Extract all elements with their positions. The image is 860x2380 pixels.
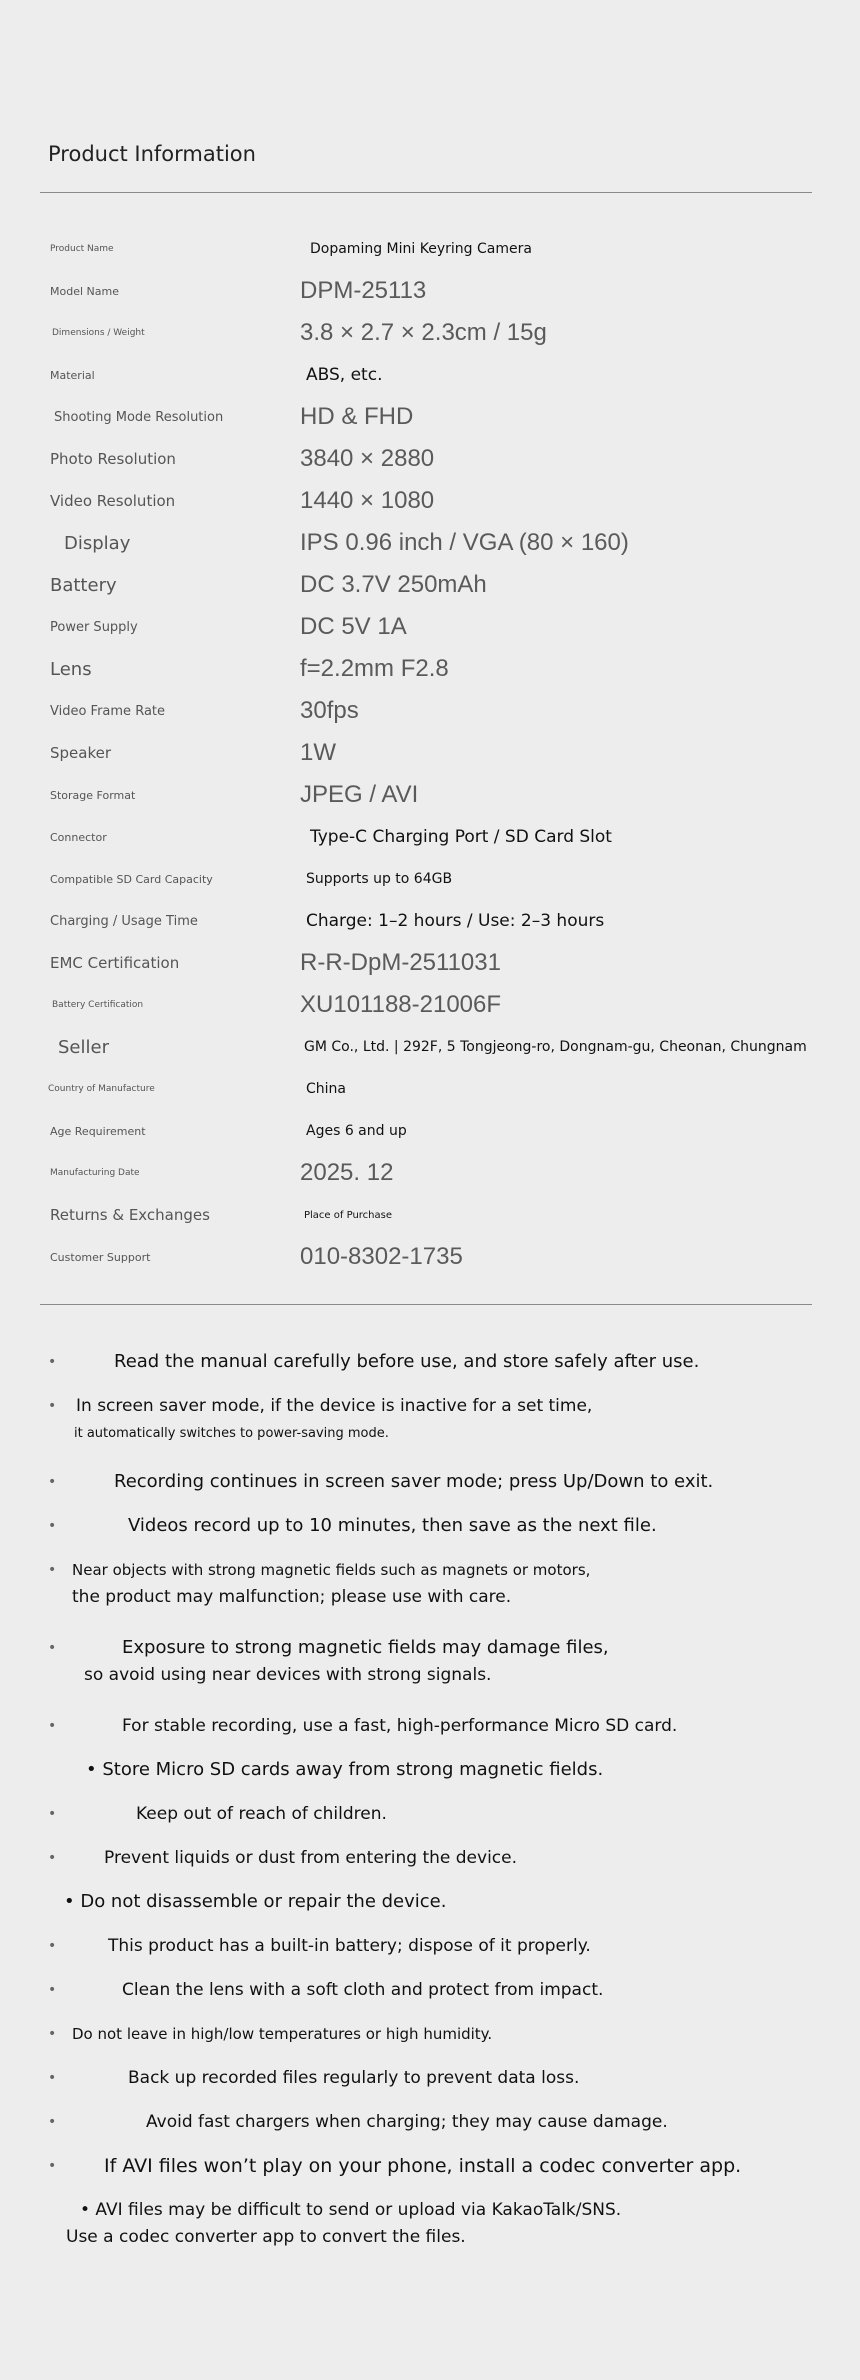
caution-note: [0, 1340, 860, 1384]
spec-value: JPEG / AVI: [300, 781, 419, 808]
note-text: Keep out of reach of children.: [136, 1804, 387, 1824]
spec-value: GM Co., Ltd. | 292F, 5 Tongjeong-ro, Dongnam-gu, Cheonan, Chungnam: [304, 1039, 807, 1055]
spec-row: [0, 1194, 860, 1236]
note-text: This product has a built-in battery; dispose of it properly.: [108, 1936, 591, 1956]
bullet-icon: •: [48, 1718, 57, 1734]
spec-value: DPM-25113: [300, 277, 427, 304]
page-title: Product Information: [48, 142, 256, 166]
bullet-icon: •: [48, 1850, 57, 1866]
spec-label: Age Requirement: [50, 1124, 146, 1138]
spec-row: [0, 438, 860, 480]
bullet-icon: •: [48, 2114, 57, 2130]
caution-note: [0, 2188, 860, 2266]
caution-note: [0, 1504, 860, 1548]
top-divider: [40, 192, 812, 193]
bullet-icon: •: [48, 1562, 57, 1578]
spec-row: [0, 396, 860, 438]
spec-row: [0, 1026, 860, 1068]
bullet-icon: •: [48, 1354, 57, 1370]
spec-value: f=2.2mm F2.8: [300, 655, 449, 682]
spec-value: XU101188-21006F: [300, 991, 502, 1018]
bullet-icon: •: [48, 2070, 57, 2086]
note-text: • Do not disassemble or repair the device.: [64, 1891, 447, 1912]
note-text: Read the manual carefully before use, and store safely after use.: [114, 1351, 700, 1372]
note-text: For stable recording, use a fast, high-performance Micro SD card.: [122, 1716, 678, 1736]
spec-row: [0, 648, 860, 690]
spec-value: ABS, etc.: [306, 365, 383, 385]
spec-label: Battery: [50, 574, 117, 596]
spec-value: Type-C Charging Port / SD Card Slot: [310, 827, 612, 847]
caution-note: [0, 2056, 860, 2100]
caution-note: [0, 1880, 860, 1924]
spec-row: [0, 480, 860, 522]
note-text: the product may malfunction; please use with care.: [72, 1587, 512, 1607]
note-text: • AVI files may be difficult to send or upload via KakaoTalk/SNS.: [80, 2200, 622, 2220]
caution-notes: [0, 1340, 860, 2266]
spec-value: 1W: [300, 739, 336, 766]
bullet-icon: •: [48, 1474, 57, 1490]
spec-label: Customer Support: [50, 1250, 151, 1264]
spec-value: China: [306, 1081, 346, 1097]
bullet-icon: •: [48, 1806, 57, 1822]
spec-label: Compatible SD Card Capacity: [50, 872, 213, 886]
caution-note: [0, 1460, 860, 1504]
spec-row: [0, 690, 860, 732]
note-text: • Store Micro SD cards away from strong magnetic fields.: [86, 1759, 604, 1780]
spec-label: Power Supply: [50, 619, 138, 635]
spec-row: [0, 774, 860, 816]
note-text: it automatically switches to power-saving mode.: [74, 1426, 389, 1441]
spec-label: Display: [64, 532, 131, 554]
bullet-icon: •: [48, 1398, 57, 1414]
spec-label: Speaker: [50, 744, 112, 762]
bullet-icon: •: [48, 1982, 57, 1998]
spec-value: 3.8 × 2.7 × 2.3cm / 15g: [300, 319, 547, 346]
spec-label: Seller: [58, 1036, 109, 1058]
spec-label: Product Name: [50, 244, 114, 254]
spec-row: [0, 606, 860, 648]
spec-label: Returns & Exchanges: [50, 1206, 210, 1224]
spec-label: Material: [50, 368, 95, 382]
spec-value: 2025. 12: [300, 1159, 394, 1186]
spec-label: Photo Resolution: [50, 450, 176, 468]
note-text: Recording continues in screen saver mode; press Up/Down to exit.: [114, 1471, 714, 1492]
spec-label: Battery Certification: [52, 1000, 144, 1010]
spec-value: Charge: 1–2 hours / Use: 2–3 hours: [306, 911, 605, 931]
note-text: Do not leave in high/low temperatures or high humidity.: [72, 2025, 493, 2043]
spec-row: [0, 1236, 860, 1278]
caution-note: [0, 1626, 860, 1704]
caution-note: [0, 2012, 860, 2056]
spec-label: Country of Manufacture: [48, 1084, 155, 1094]
bullet-icon: •: [48, 1640, 57, 1656]
spec-row: [0, 354, 860, 396]
spec-row: [0, 522, 860, 564]
spec-value: Place of Purchase: [304, 1209, 392, 1221]
spec-row: [0, 732, 860, 774]
spec-label: Charging / Usage Time: [50, 913, 198, 929]
spec-row: [0, 900, 860, 942]
spec-row: [0, 228, 860, 270]
spec-label: EMC Certification: [50, 954, 180, 972]
note-text: so avoid using near devices with strong signals.: [84, 1665, 492, 1685]
spec-label: Storage Format: [50, 788, 136, 802]
note-text: Videos record up to 10 minutes, then save as the next file.: [128, 1515, 657, 1536]
spec-row: [0, 312, 860, 354]
spec-row: [0, 564, 860, 606]
note-text: Exposure to strong magnetic fields may damage files,: [122, 1637, 609, 1658]
spec-value: 1440 × 1080: [300, 487, 435, 514]
spec-value: Dopaming Mini Keyring Camera: [310, 241, 532, 257]
caution-note: [0, 1548, 860, 1626]
spec-value: 30fps: [300, 697, 359, 724]
spec-row: [0, 816, 860, 858]
spec-row: [0, 1152, 860, 1194]
note-text: Back up recorded files regularly to prevent data loss.: [128, 2068, 580, 2088]
spec-label: Lens: [50, 658, 92, 680]
note-text: If AVI files won’t play on your phone, install a codec converter app.: [104, 2155, 742, 2177]
note-text: Avoid fast chargers when charging; they may cause damage.: [146, 2112, 668, 2132]
spec-table: [0, 228, 860, 1278]
spec-row: [0, 1068, 860, 1110]
caution-note: [0, 1968, 860, 2012]
spec-value: 3840 × 2880: [300, 445, 435, 472]
spec-row: [0, 858, 860, 900]
caution-note: [0, 2100, 860, 2144]
note-text: Clean the lens with a soft cloth and protect from impact.: [122, 1980, 604, 2000]
spec-label: Video Resolution: [50, 492, 176, 510]
spec-label: Shooting Mode Resolution: [54, 409, 224, 425]
bottom-divider: [40, 1304, 812, 1305]
spec-value: HD & FHD: [300, 403, 414, 430]
caution-note: [0, 1384, 860, 1460]
caution-note: [0, 1704, 860, 1748]
caution-note: [0, 1792, 860, 1836]
spec-row: [0, 984, 860, 1026]
spec-label: Manufacturing Date: [50, 1168, 140, 1178]
spec-value: DC 5V 1A: [300, 613, 407, 640]
spec-value: Supports up to 64GB: [306, 871, 453, 887]
bullet-icon: •: [48, 2026, 57, 2042]
spec-value: DC 3.7V 250mAh: [300, 571, 487, 598]
caution-note: [0, 1836, 860, 1880]
spec-label: Connector: [50, 830, 107, 844]
caution-note: [0, 1924, 860, 1968]
spec-label: Video Frame Rate: [50, 703, 166, 719]
note-text: Near objects with strong magnetic fields such as magnets or motors,: [72, 1561, 591, 1579]
spec-row: [0, 270, 860, 312]
spec-row: [0, 1110, 860, 1152]
note-text: In screen saver mode, if the device is inactive for a set time,: [76, 1396, 593, 1416]
spec-label: Dimensions / Weight: [52, 328, 145, 338]
spec-value: R-R-DpM-2511031: [300, 949, 501, 976]
spec-value: IPS 0.96 inch / VGA (80 × 160): [300, 529, 629, 556]
note-text: Use a codec converter app to convert the files.: [66, 2227, 466, 2247]
spec-label: Model Name: [50, 284, 119, 298]
spec-value: Ages 6 and up: [306, 1123, 407, 1139]
bullet-icon: •: [48, 2158, 57, 2174]
spec-row: [0, 942, 860, 984]
caution-note: [0, 2144, 860, 2188]
note-text: Prevent liquids or dust from entering the device.: [104, 1848, 518, 1868]
caution-note: [0, 1748, 860, 1792]
bullet-icon: •: [48, 1938, 57, 1954]
bullet-icon: •: [48, 1518, 57, 1534]
spec-value: 010-8302-1735: [300, 1243, 463, 1270]
